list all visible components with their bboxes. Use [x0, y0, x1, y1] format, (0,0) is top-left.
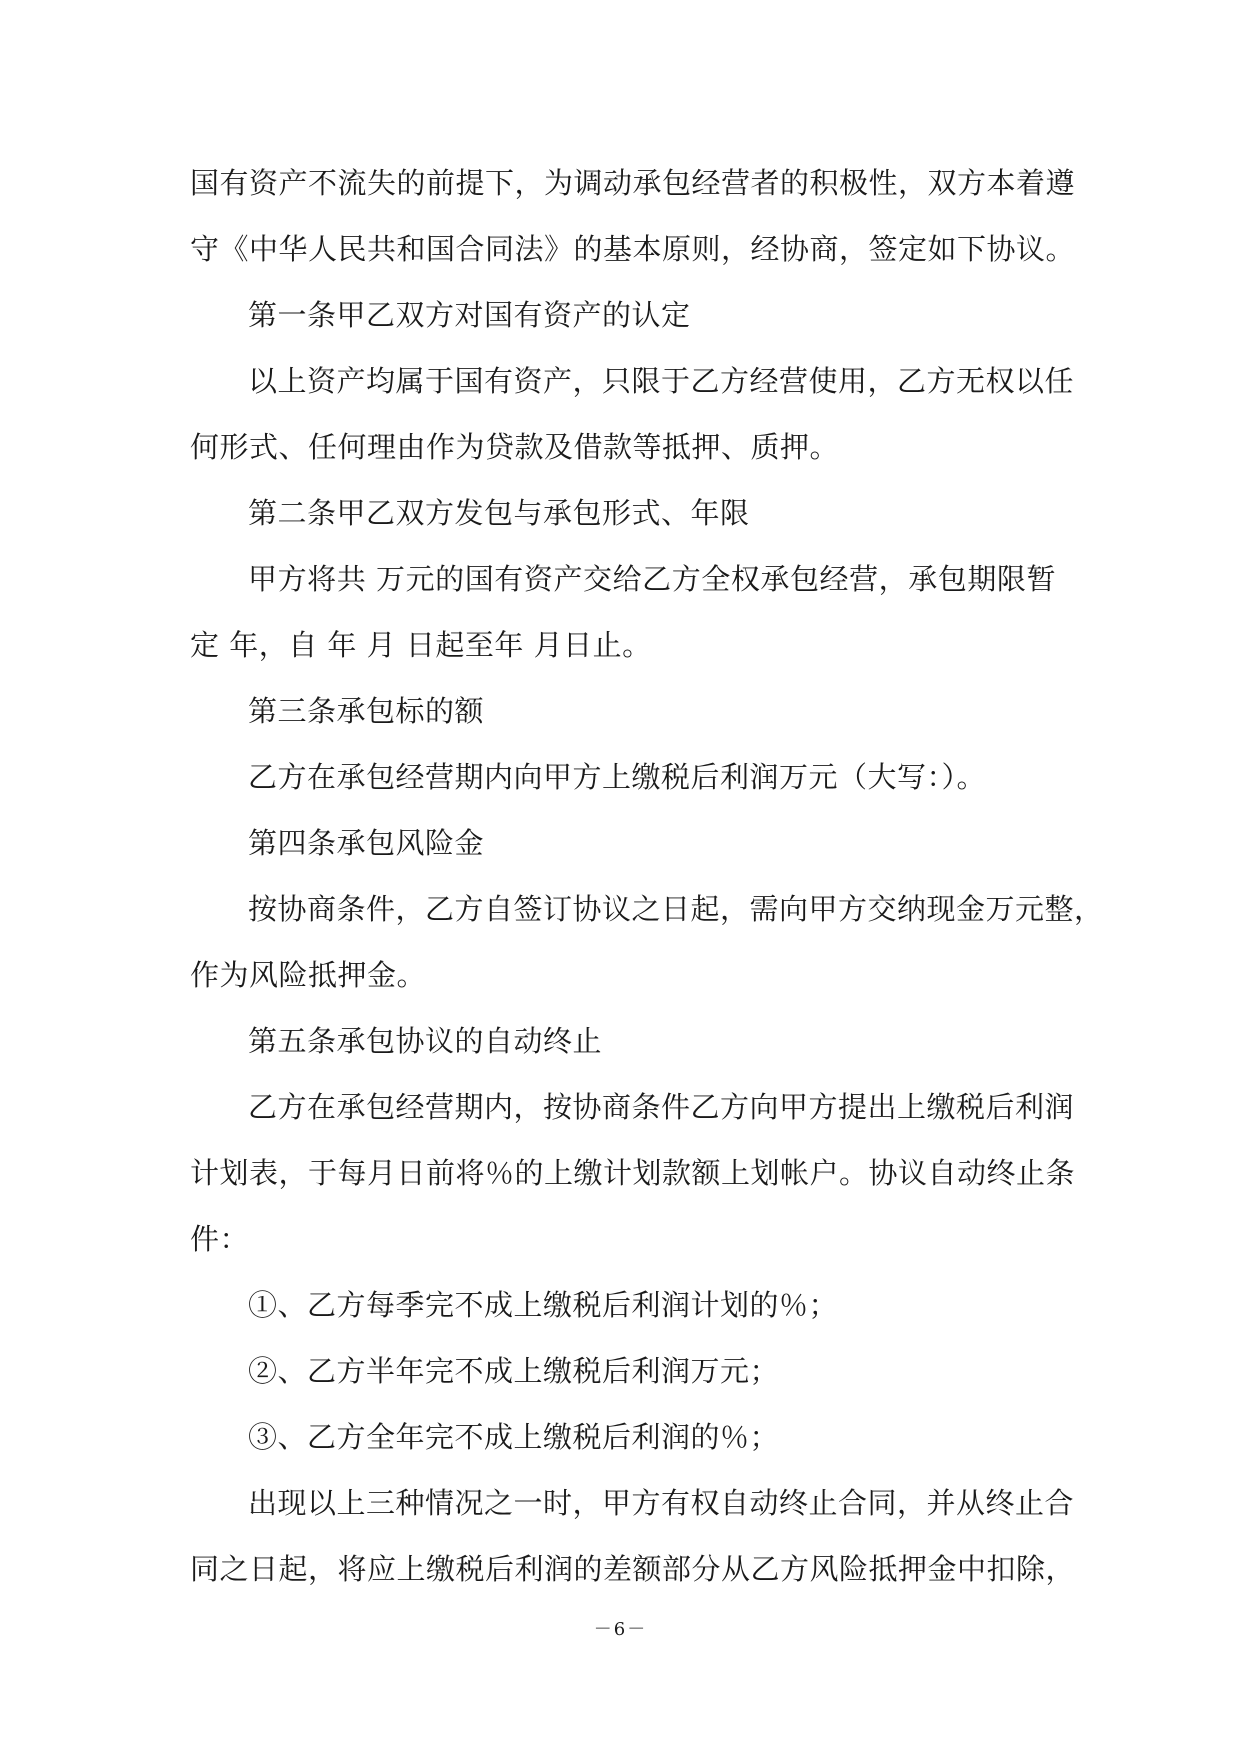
body-line-21: 出现以上三种情况之一时，甲方有权自动终止合同，并从终止合 — [248, 1486, 1075, 1520]
condition-item-1: ①、乙方每季完不成上缴税后利润计划的％； — [248, 1288, 839, 1322]
article-2-heading: 第二条甲乙双方发包与承包形式、年限 — [248, 496, 750, 530]
article-4-heading: 第四条承包风险金 — [248, 826, 485, 860]
body-line-1: 国有资产不流失的前提下，为调动承包经营者的积极性，双方本着遵 — [190, 166, 1076, 200]
body-line-5: 何形式、任何理由作为贷款及借款等抵押、质押。 — [190, 430, 840, 464]
body-line-2: 守《中华人民共和国合同法》的基本原则，经协商，签定如下协议。 — [190, 232, 1076, 266]
body-line-4: 以上资产均属于国有资产，只限于乙方经营使用，乙方无权以任 — [248, 364, 1075, 398]
article-5-heading: 第五条承包协议的自动终止 — [248, 1024, 603, 1058]
body-line-16: 计划表，于每月日前将％的上缴计划款额上划帐户。协议自动终止条 — [190, 1156, 1076, 1190]
condition-item-3: ③、乙方全年完不成上缴税后利润的％； — [248, 1420, 780, 1454]
condition-item-2: ②、乙方半年完不成上缴税后利润万元； — [248, 1354, 780, 1388]
body-line-7: 甲方将共 万元的国有资产交给乙方全权承包经营，承包期限暂 — [248, 562, 1056, 596]
body-line-22: 同之日起，将应上缴税后利润的差额部分从乙方风险抵押金中扣除， — [190, 1552, 1076, 1586]
body-line-17: 件： — [190, 1222, 250, 1256]
body-line-12: 按协商条件，乙方自签订协议之日起，需向甲方交纳现金万元整， — [248, 892, 1104, 926]
body-line-13: 作为风险抵押金。 — [190, 958, 427, 992]
article-3-heading: 第三条承包标的额 — [248, 694, 485, 728]
contract-body — [190, 158, 1104, 1610]
article-1-heading: 第一条甲乙双方对国有资产的认定 — [248, 298, 691, 332]
body-line-8: 定 年，自 年 月 日起至年 月日止。 — [190, 628, 652, 662]
body-line-15: 乙方在承包经营期内，按协商条件乙方向甲方提出上缴税后利润 — [248, 1090, 1075, 1124]
page-number: －6－ — [593, 1619, 648, 1640]
body-line-10: 乙方在承包经营期内向甲方上缴税后利润万元（大写：）。 — [248, 760, 987, 794]
